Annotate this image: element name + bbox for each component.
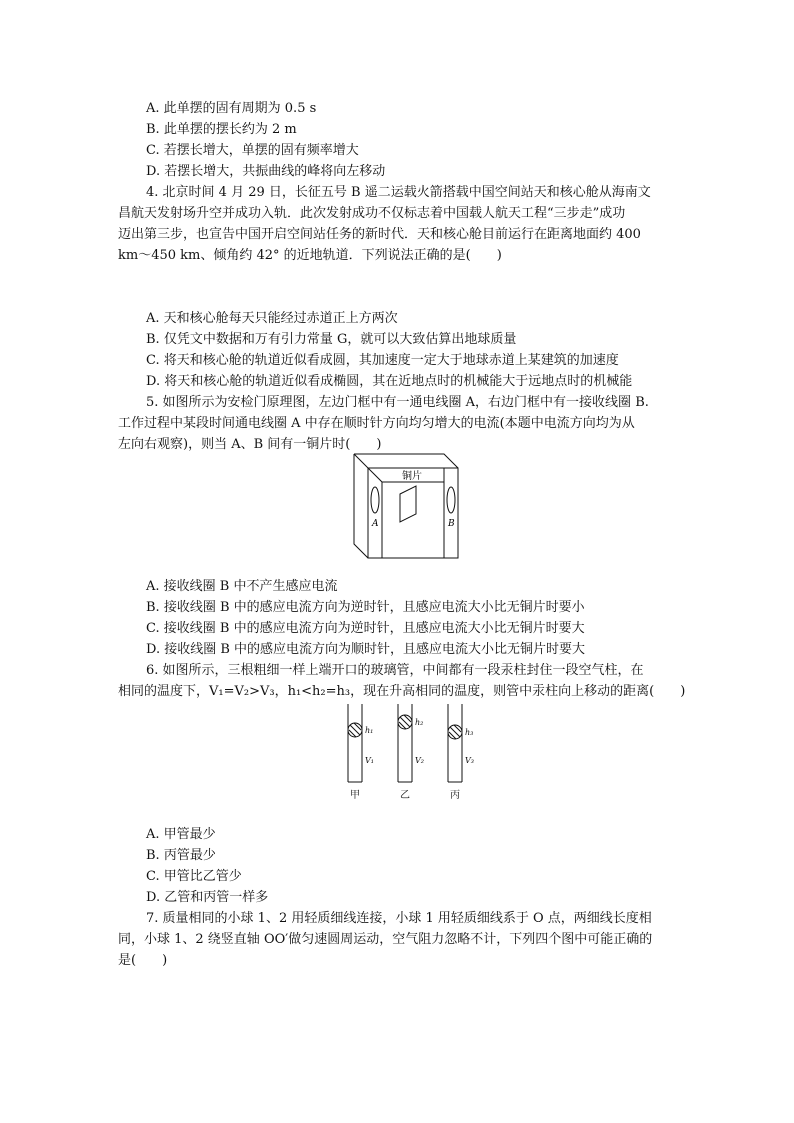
security-gate-figure [352,452,464,562]
q4-option-a: A. 天和核心舱每天只能经过赤道正上方两次 [146,311,398,326]
prev-option-a: A. 此单摆的固有周期为 0.5 s [146,101,317,116]
gate-frame-top-back [354,454,458,468]
tube-3 [448,704,462,782]
prev-option-c: C. 若摆长增大，单摆的固有频率增大 [146,143,359,158]
q5-option-d: D. 接收线圈 B 中的感应电流方向为顺时针，且感应电流大小比无铜片时要大 [146,642,586,657]
q6-option-d: D. 乙管和丙管一样多 [146,890,269,905]
tube-2 [398,704,412,782]
tube-3-name: 丙 [450,790,460,801]
glass-tubes-figure [340,702,480,802]
tube-1-v-label: V₁ [365,756,374,765]
prev-option-b: B. 此单摆的摆长约为 2 m [146,122,297,137]
q4-option-c: C. 将天和核心舱的轨道近似看成圆，其加速度一定大于地球赤道上某建筑的加速度 [146,353,619,368]
q6-option-b: B. 丙管最少 [146,848,216,863]
q5-option-c: C. 接收线圈 B 中的感应电流方向为逆时针，且感应电流大小比无铜片时要大 [146,621,585,636]
q7-stem-line-1: 7. 质量相同的小球 1、2 用轻质细线连接，小球 1 用轻质细线系于 O 点，两细线长度相 [146,911,652,926]
q4-stem-line-3: 迈出第三步，也宣告中国开启空间站任务的新时代．天和核心舱目前运行在距离地面约 400 [118,227,641,242]
tube-1-name: 甲 [350,790,360,801]
coil-a-label: A [372,519,379,529]
q5-stem-line-1: 5. 如图所示为安检门原理图，左边门框中有一通电线圈 A，右边门框中有一接收线圈 B. [146,395,649,410]
copper-plate [400,486,416,522]
q4-option-d: D. 将天和核心舱的轨道近似看成椭圆，其在近地点时的机械能大于远地点时的机械能 [146,374,633,389]
tube-2-h-label: h₂ [415,718,424,727]
q5-stem-line-3: 左向右观察)，则当 A、B 间有一铜片时( ) [118,437,382,452]
q6-option-c: C. 甲管比乙管少 [146,869,242,884]
q4-option-b: B. 仅凭文中数据和万有引力常量 G，就可以大致估算出地球质量 [146,332,517,347]
q6-option-a: A. 甲管最少 [146,827,216,842]
q4-stem-line-1: 4. 北京时间 4 月 29 日，长征五号 B 遥二运载火箭搭载中国空间站天和核心舱从海南文 [146,185,651,200]
coil-b [447,487,455,513]
q6-stem-line-1: 6. 如图所示，三根粗细一样上端开口的玻璃管，中间都有一段汞柱封住一段空气柱，在 [146,663,644,678]
coil-a [371,487,379,513]
copper-label: 铜片 [402,471,422,482]
tube-1 [348,704,362,782]
q6-stem-line-2: 相同的温度下，V₁=V₂>V₃，h₁<h₂=h₃，现在升高相同的温度，则管中汞柱向上移动的距离( ) [118,684,686,699]
q5-stem-line-2: 工作过程中某段时间通电线圈 A 中存在顺时针方向均匀增大的电流(本题中电流方向均为从 [118,416,635,431]
tube-3-h-label: h₃ [465,728,474,737]
q7-stem-line-3: 是( ) [118,953,168,968]
prev-option-d: D. 若摆长增大，共振曲线的峰将向左移动 [146,164,386,179]
q7-stem-line-2: 同，小球 1、2 绕竖直轴 OO′做匀速圆周运动，空气阻力忽略不计，下列四个图中可能正确的 [118,932,653,947]
q4-stem-line-4: km～450 km、倾角约 42° 的近地轨道．下列说法正确的是( ) [118,248,502,263]
tube-1-h-label: h₁ [365,726,374,735]
q5-option-a: A. 接收线圈 B 中不产生感应电流 [146,579,338,594]
tube-2-v-label: V₂ [415,756,424,765]
tube-2-name: 乙 [400,790,410,801]
coil-b-label: B [448,519,455,529]
q4-stem-line-2: 昌航天发射场升空并成功入轨．此次发射成功不仅标志着中国载人航天工程“三步走”成功 [118,206,626,221]
tube-3-v-label: V₃ [465,756,474,765]
q5-option-b: B. 接收线圈 B 中的感应电流方向为逆时针，且感应电流大小比无铜片时要小 [146,600,585,615]
